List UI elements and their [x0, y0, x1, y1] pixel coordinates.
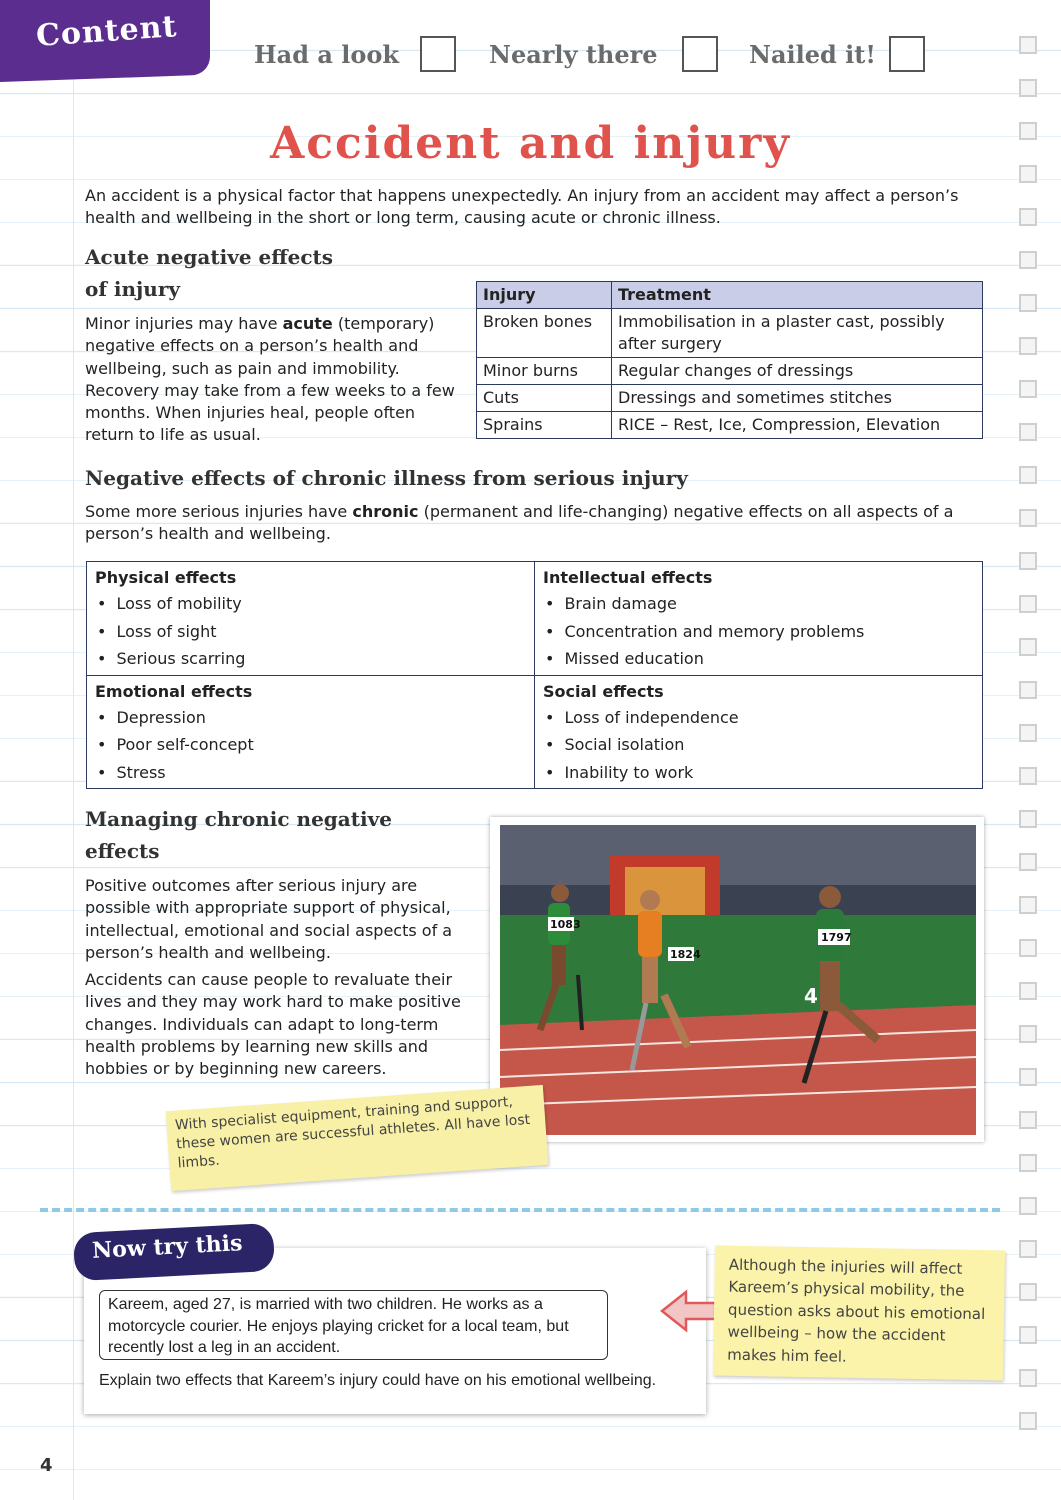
progress-label-nearly-there: Nearly there: [489, 40, 658, 69]
list-item: • Poor self-concept: [95, 731, 526, 759]
managing-heading-line1: Managing chronic negative: [85, 807, 392, 831]
margin-square: [1019, 1283, 1037, 1301]
acute-heading: [85, 241, 333, 305]
list-item: • Depression: [95, 704, 526, 732]
margin-square: [1019, 1025, 1037, 1043]
margin-square: [1019, 595, 1037, 613]
margin-square: [1019, 767, 1037, 785]
list-item: • Serious scarring: [95, 645, 526, 673]
margin-square: [1019, 681, 1037, 699]
margin-square: [1019, 423, 1037, 441]
effects-cell-emotional: [87, 675, 535, 789]
acute-heading-line1: Acute negative effects: [85, 245, 334, 269]
margin-square: [1019, 853, 1037, 871]
effects-title: Social effects: [543, 681, 664, 701]
margin-square: [1019, 1111, 1037, 1129]
progress-checkbox-had-a-look[interactable]: [420, 36, 456, 72]
table-cell-injury: Cuts: [477, 385, 612, 412]
margin-square: [1019, 1240, 1037, 1258]
photo-caption: With specialist equipment, training and support, these women are successful athletes. All have lost limbs.: [174, 1094, 531, 1172]
list-item: • Inability to work: [543, 759, 974, 787]
margin-square: [1019, 896, 1037, 914]
margin-square: [1019, 1197, 1037, 1215]
bib-number: 1824: [670, 948, 701, 961]
margin-square: [1019, 939, 1037, 957]
margin-square: [1019, 294, 1037, 312]
margin-square: [1019, 208, 1037, 226]
effects-title: Emotional effects: [95, 681, 253, 701]
margin-square: [1019, 1326, 1037, 1344]
effects-title: Intellectual effects: [543, 568, 713, 587]
margin-square: [1019, 380, 1037, 398]
table-cell-treatment: Dressings and sometimes stitches: [612, 385, 983, 412]
athletes-photo: [490, 817, 984, 1142]
list-item: • Social isolation: [543, 731, 974, 759]
managing-heading: [85, 803, 392, 867]
table-cell-injury: Broken bones: [477, 309, 612, 358]
list-item: • Loss of independence: [543, 704, 974, 732]
chronic-paragraph: [85, 501, 985, 546]
intro-paragraph: An accident is a physical factor that happens unexpectedly. An injury from an accident may affect a person’s health and wellbeing in the short or long term, causing acute or chronic illness.: [85, 186, 959, 228]
page-number: 4: [40, 1455, 53, 1476]
margin-square: [1019, 36, 1037, 54]
lane-number: 4: [804, 984, 818, 1008]
bib-number: 1083: [550, 918, 581, 931]
margin-square: [1019, 638, 1037, 656]
effects-title: Physical effects: [95, 568, 237, 587]
margin-square: [1019, 79, 1037, 97]
table-cell-treatment: RICE – Rest, Ice, Compression, Elevation: [612, 412, 983, 439]
page-title: Accident and injury: [270, 118, 791, 169]
margin-square: [1019, 251, 1037, 269]
notebook-margin-line: [73, 0, 74, 1500]
margin-square: [1019, 1369, 1037, 1387]
margin-square: [1019, 1154, 1037, 1172]
treatment-table: [476, 281, 983, 439]
effects-row: [87, 562, 983, 676]
athletes-photo-image: [500, 825, 976, 1135]
hint-text: Although the injuries will affect Kareem’s physical mobility, the question asks about his emotional wellbeing – how the accident makes him feel.: [727, 1255, 986, 1366]
list-item: • Stress: [95, 759, 526, 787]
margin-square: [1019, 1412, 1037, 1430]
margin-square: [1019, 810, 1037, 828]
margin-square: [1019, 509, 1037, 527]
margin-square: [1019, 724, 1037, 742]
chronic-text-after: (permanent and life-changing) negative effects on all aspects of a person’s health and wellbeing.: [85, 502, 954, 544]
table-row: [477, 412, 983, 439]
list-item: • Brain damage: [543, 590, 974, 618]
effects-cell-intellectual: [535, 562, 983, 676]
margin-square: [1019, 466, 1037, 484]
effects-cell-social: [535, 675, 983, 789]
list-item: • Loss of mobility: [95, 590, 526, 618]
question-text: Explain two effects that Kareem’s injury could have on his emotional wellbeing.: [99, 1372, 657, 1389]
bib-number: 1797: [821, 931, 852, 944]
table-header-injury: Injury: [477, 282, 612, 309]
now-try-this-label: Now try this: [91, 1230, 244, 1264]
progress-checkbox-nailed-it[interactable]: [889, 36, 925, 72]
progress-checkbox-nearly-there[interactable]: [682, 36, 718, 72]
hint-arrow-icon: [660, 1288, 722, 1334]
chronic-heading: Negative effects of chronic illness from serious injury: [85, 466, 688, 490]
table-row: [477, 358, 983, 385]
progress-label-nailed-it: Nailed it!: [749, 40, 876, 69]
managing-paragraph-1: Positive outcomes after serious injury are possible with appropriate support of physical, intellectual, emotional and social aspects of a person’s health and wellbeing.: [85, 876, 453, 962]
table-row: [477, 309, 983, 358]
effects-cell-physical: [87, 562, 535, 676]
table-header-treatment: Treatment: [612, 282, 983, 309]
acute-term: acute: [282, 314, 333, 333]
acute-text-after: (temporary) negative effects on a person’s health and wellbeing, such as pain and immobility. Recovery may take from a few weeks to a few months. When injuries heal, people often return to life as usual.: [85, 314, 455, 445]
managing-heading-line2: effects: [85, 839, 160, 863]
effects-row: [87, 675, 983, 789]
margin-square: [1019, 982, 1037, 1000]
chronic-text-before: Some more serious injuries have: [85, 502, 353, 521]
margin-square: [1019, 1068, 1037, 1086]
table-cell-injury: Minor burns: [477, 358, 612, 385]
table-row: [477, 385, 983, 412]
progress-label-had-a-look: Had a look: [254, 40, 400, 69]
effects-table: [86, 561, 983, 789]
acute-text-before: Minor injuries may have: [85, 314, 283, 333]
treatment-table-header-row: [477, 282, 983, 309]
table-cell-treatment: Regular changes of dressings: [612, 358, 983, 385]
list-item: • Missed education: [543, 645, 974, 673]
section-divider: [40, 1208, 1000, 1212]
acute-paragraph: [85, 313, 460, 447]
table-cell-treatment: Immobilisation in a plaster cast, possibly after surgery: [612, 309, 983, 358]
list-item: • Concentration and memory problems: [543, 618, 974, 646]
list-item: • Loss of sight: [95, 618, 526, 646]
margin-square: [1019, 552, 1037, 570]
section-tab-label: Content: [34, 9, 179, 54]
chronic-term: chronic: [352, 502, 419, 521]
scenario-text: Kareem, aged 27, is married with two children. He works as a motorcycle courier. He enjoys playing cricket for a local team, but recently lost a leg in an accident.: [108, 1296, 569, 1356]
margin-square: [1019, 337, 1037, 355]
table-cell-injury: Sprains: [477, 412, 612, 439]
acute-heading-line2: of injury: [85, 277, 180, 301]
managing-paragraph-2: Accidents can cause people to revaluate their lives and they may work hard to make positive changes. Individuals can adapt to long-term health problems by learning new skills and hobbies or by beginning new careers.: [85, 970, 461, 1079]
